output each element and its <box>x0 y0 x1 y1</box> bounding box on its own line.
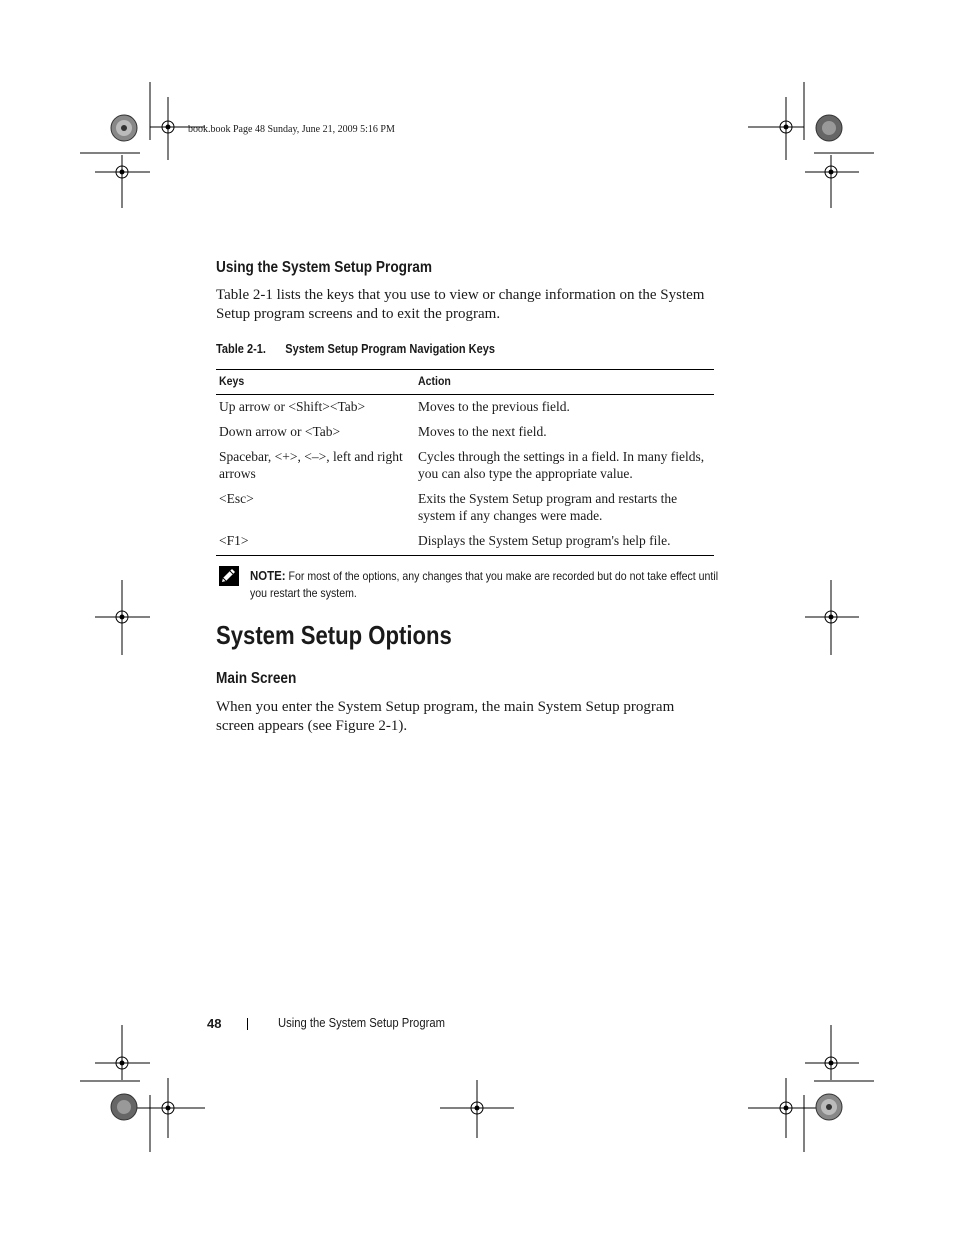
action-cell: Moves to the next field. <box>418 424 547 439</box>
table-row <box>216 530 714 556</box>
action-cell: Displays the System Setup program's help file. <box>418 533 671 548</box>
main-screen-paragraph: When you enter the System Setup program, the main System Setup program screen appears (see Figure 2-1). <box>216 699 675 734</box>
table-row <box>216 421 714 446</box>
navigation-keys-table <box>216 369 714 556</box>
table-caption-title: System Setup Program Navigation Keys <box>285 342 495 356</box>
table-caption <box>216 342 495 356</box>
footer-running-title: Using the System Setup Program <box>278 1016 445 1030</box>
intro-paragraph: Table 2-1 lists the keys that you use to view or change information on the System Setup program screens and to exit the program. <box>216 287 705 322</box>
page-number: 48 <box>207 1016 222 1031</box>
key-cell: <Esc> <box>219 491 254 506</box>
note-label: NOTE: <box>250 568 286 583</box>
key-cell: Spacebar, <+>, <–>, left and right arrows <box>219 449 403 481</box>
key-cell: Down arrow or <Tab> <box>219 424 341 439</box>
header-action: Action <box>415 370 714 395</box>
section-title: Using the System Setup Program <box>216 259 433 276</box>
table-row <box>216 446 714 488</box>
header-keys: Keys <box>216 370 415 395</box>
note-box <box>250 567 732 602</box>
key-cell: <F1> <box>219 533 249 548</box>
table-row <box>216 488 714 530</box>
table-caption-number: Table 2-1. <box>216 342 266 356</box>
chapter-heading: System Setup Options <box>216 620 452 650</box>
action-cell: Exits the System Setup program and restarts the system if any changes were made. <box>418 491 678 523</box>
note-text: For most of the options, any changes that you make are recorded but do not take effect until you restart the system. <box>250 569 719 600</box>
action-cell: Moves to the previous field. <box>418 399 570 414</box>
table-row <box>216 395 714 422</box>
print-slug: book.book Page 48 Sunday, June 21, 2009 5:16 PM <box>188 124 395 135</box>
note-pencil-icon <box>219 566 239 586</box>
table-header-row <box>216 370 714 395</box>
action-cell: Cycles through the settings in a field. In many fields, you can also type the appropriate value. <box>418 449 705 481</box>
subheading: Main Screen <box>216 670 297 687</box>
key-cell: Up arrow or <Shift><Tab> <box>219 399 366 414</box>
footer-divider <box>247 1018 248 1030</box>
